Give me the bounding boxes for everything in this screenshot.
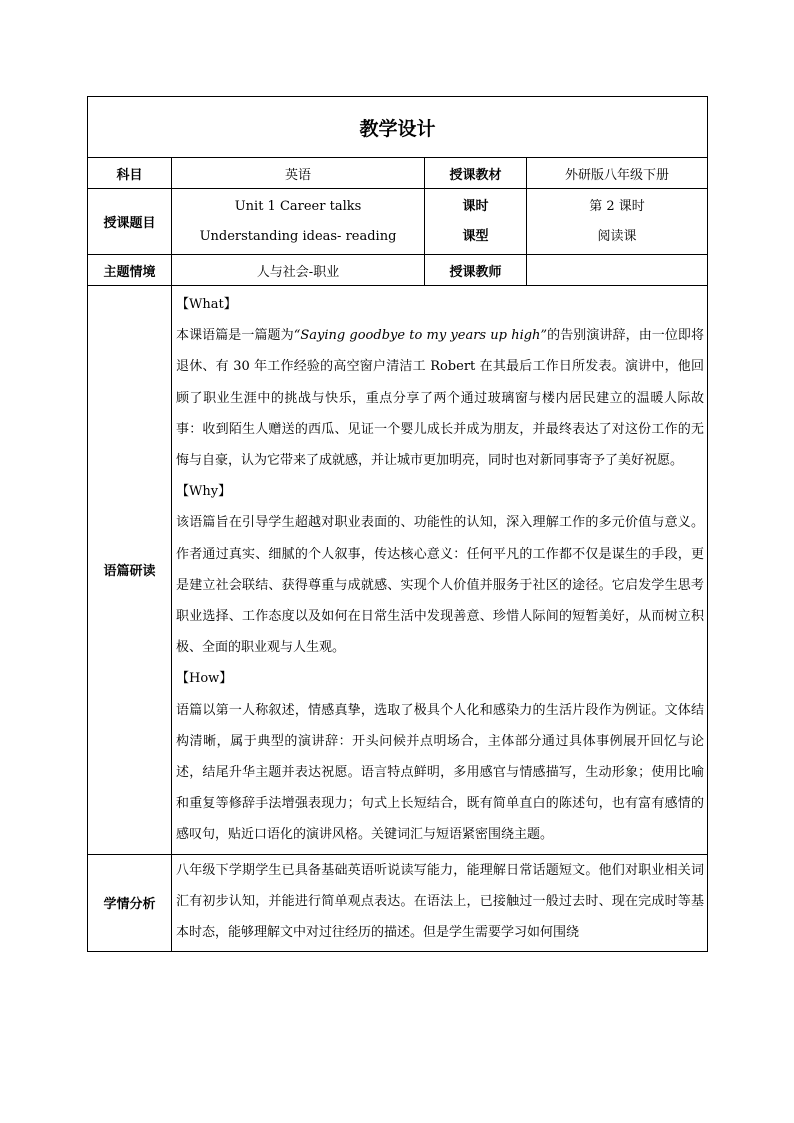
topic-value bbox=[172, 189, 425, 255]
why-heading: 【Why】 bbox=[176, 484, 232, 500]
what-paragraph bbox=[176, 320, 704, 476]
period-type-values bbox=[527, 189, 708, 255]
what-intro: 本课语篇是一篇题为 bbox=[176, 328, 294, 344]
textbook-value: 外研版八年级下册 bbox=[527, 158, 708, 189]
topic-label: 授课题目 bbox=[88, 189, 172, 255]
period-value: 第 2 课时 bbox=[589, 198, 645, 214]
lesson-plan-document bbox=[87, 96, 707, 952]
topic-line-2: Understanding ideas- reading bbox=[199, 228, 397, 244]
type-value: 阅读课 bbox=[597, 228, 637, 244]
period-label: 课时 bbox=[462, 198, 489, 214]
learner-analysis-label: 学情分析 bbox=[88, 854, 172, 951]
period-type-labels bbox=[425, 189, 527, 255]
why-paragraph: 该语篇旨在引导学生超越对职业表面的、功能性的认知，深入理解工作的多元价值与意义。作者通过真实、细腻的个人叙事，传达核心意义：任何平凡的工作都不仅是谋生的手段，更是建立社会联结、获得尊重与成就感、实现个人价值并服务于社区的途径。它启发学生思考职业选择、工作态度以及如何在日常生活中发现善意、珍惜人际间的短暂美好，从而树立积极、全面的职业观与人生观。 bbox=[176, 515, 705, 656]
text-analysis-content bbox=[172, 286, 708, 855]
what-heading: 【What】 bbox=[176, 297, 237, 312]
what-body: 的告别演讲辞，由一位即将退休、有 30 年工作经验的高空窗户清洁工 Robert 在其最后工作日所发表。演讲中，他回顾了职业生涯中的挑战与快乐，重点分享了两个通过玻璃窗与楼内居民建立的温暖人际故事：收到陌生人赠送的西瓜、见证一个婴儿成长并成为朋友，并最终表达了对这份工作的无悔与自豪，认为它带来了成就感，并让城市更加明亮，同时也对新同事寄予了美好祝愿。 bbox=[176, 328, 705, 469]
how-paragraph: 语篇以第一人称叙述，情感真挚，选取了极具个人化和感染力的生活片段作为例证。文体结构清晰，属于典型的演讲辞：开头问候并点明场合，主体部分通过具体事例展开回忆与论述，结尾升华主题并表达祝愿。语言特点鲜明，多用感官与情感描写，生动形象；使用比喻和重复等修辞手法增强表现力；句式上长短结合，既有简单直白的陈述句，也有富有感情的感叹句，贴近口语化的演讲风格。关键词汇与短语紧密围绕主题。 bbox=[176, 702, 705, 843]
type-label: 课型 bbox=[462, 228, 489, 244]
learner-analysis-text: 八年级下学期学生已具备基础英语听说读写能力，能理解日常话题短文。他们对职业相关词汇有初步认知，并能进行简单观点表达。在语法上，已接触过一般过去时、现在完成时等基本时态，能够理解文中对过往经历的描述。但是学生需要学习如何围绕 bbox=[176, 862, 705, 941]
subject-value: 英语 bbox=[172, 158, 425, 189]
lesson-plan-table bbox=[87, 96, 708, 952]
textbook-label: 授课教材 bbox=[425, 158, 527, 189]
text-analysis-label: 语篇研读 bbox=[88, 286, 172, 855]
teacher-value bbox=[527, 255, 708, 286]
learner-analysis-content bbox=[172, 854, 708, 951]
topic-line-1: Unit 1 Career talks bbox=[234, 198, 362, 214]
document-title: 教学设计 bbox=[88, 97, 708, 158]
teacher-label: 授课教师 bbox=[425, 255, 527, 286]
what-speech-title: “Saying goodbye to my years up high” bbox=[293, 328, 548, 344]
theme-value: 人与社会-职业 bbox=[172, 255, 425, 286]
how-heading: 【How】 bbox=[176, 671, 233, 687]
theme-label: 主题情境 bbox=[88, 255, 172, 286]
subject-label: 科目 bbox=[88, 158, 172, 189]
